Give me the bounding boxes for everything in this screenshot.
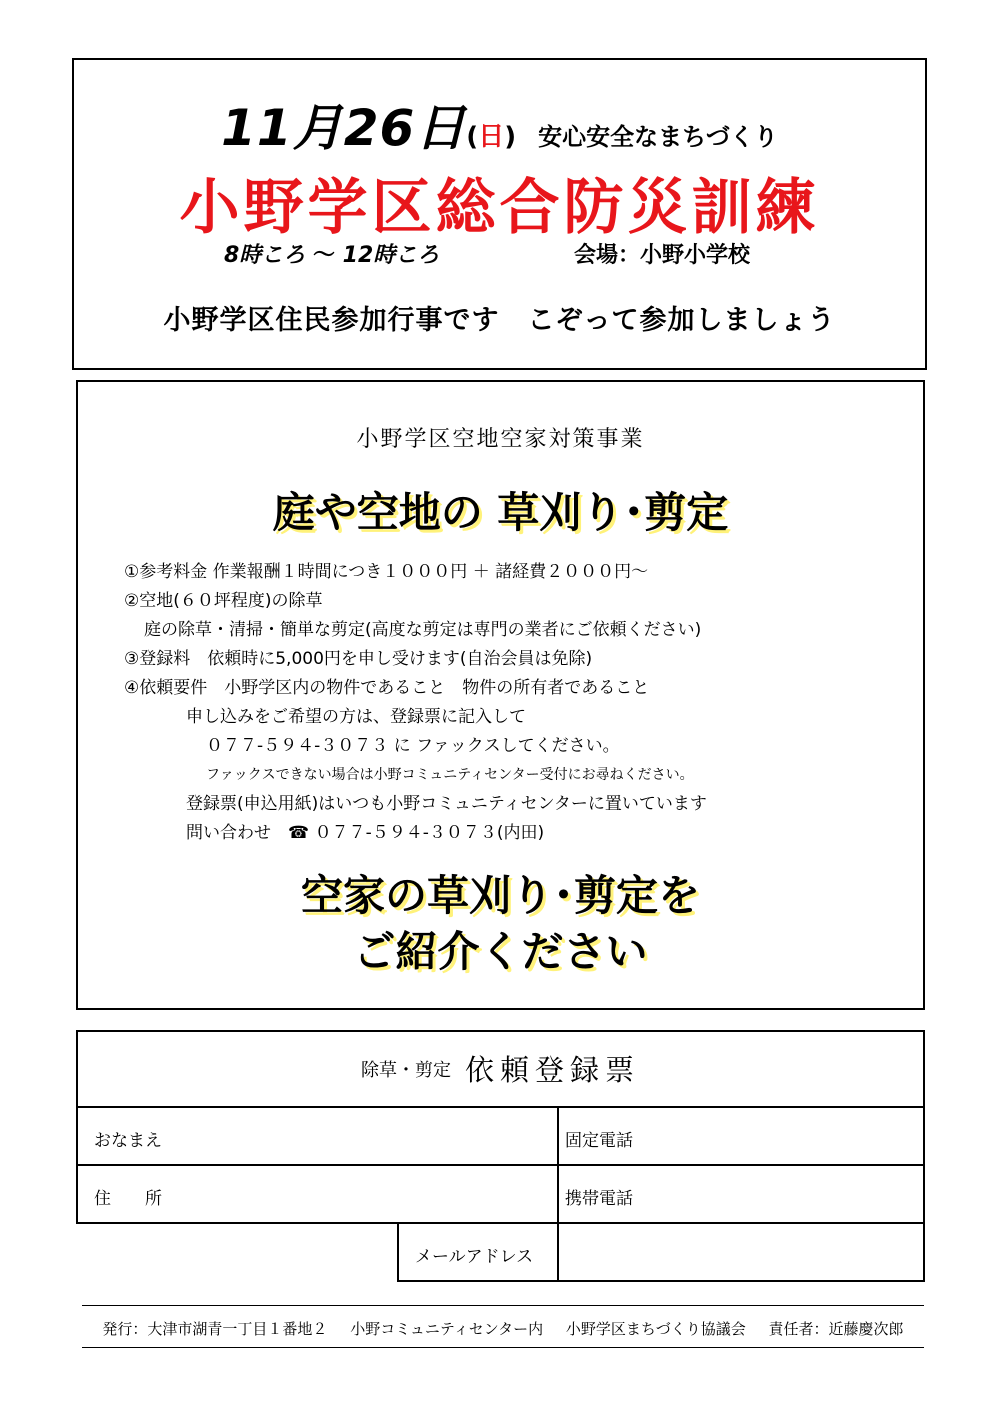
detail-garden: 庭の除草・清掃・簡単な剪定(高度な剪定は専門の業者にご依頼ください) bbox=[144, 620, 702, 640]
event-date-line bbox=[74, 88, 925, 160]
event-date: 11月26日 bbox=[221, 99, 467, 157]
event-time-start: 8時ころ bbox=[224, 243, 306, 268]
form-subtitle: 除草・剪定 bbox=[360, 1060, 451, 1081]
detail-fax: ０７７-５９４-３０７３ に ファックスしてください。 bbox=[206, 736, 620, 756]
mobile-field[interactable] bbox=[557, 1164, 925, 1224]
detail-fee: ①参考料金 作業報酬１時間につき１０００円 ＋ 諸経費２０００円～ bbox=[124, 562, 649, 582]
name-label: おなまえ bbox=[94, 1131, 162, 1151]
event-venue: 会場：小野小学校 bbox=[574, 243, 751, 268]
footer-responsible: 責任者：近藤慶次郎 bbox=[768, 1320, 904, 1338]
footer-council: 小野学区まちづくり協議会 bbox=[565, 1320, 746, 1338]
footer-top-rule bbox=[82, 1305, 924, 1306]
weekday-paren-close: ) bbox=[504, 122, 517, 152]
event-time bbox=[224, 238, 439, 269]
address-field[interactable] bbox=[76, 1164, 559, 1224]
registration-form bbox=[76, 1030, 925, 1282]
form-title-row bbox=[76, 1030, 925, 1108]
detail-vacant-land: ②空地(６０坪程度)の除草 bbox=[124, 591, 323, 611]
footer-location: 小野コミュニティセンター内 bbox=[350, 1320, 544, 1338]
event-tagline: 安心安全なまちづくり bbox=[538, 123, 778, 151]
detail-registration-fee: ③登録料 依頼時に5,000円を申し受けます(自治会員は免除) bbox=[124, 649, 593, 669]
landline-label: 固定電話 bbox=[565, 1131, 633, 1151]
address-label: 住 所 bbox=[94, 1189, 162, 1209]
project-name: 小野学区空地空家対策事業 bbox=[356, 427, 645, 452]
email-field[interactable] bbox=[557, 1222, 925, 1282]
form-title: 依頼登録票 bbox=[464, 1053, 640, 1087]
event-time-end: 12時ころ bbox=[342, 243, 440, 268]
event-title: 小野学区総合防災訓練 bbox=[179, 173, 820, 243]
mobile-label: 携帯電話 bbox=[565, 1189, 633, 1209]
weekday-paren-open: ( bbox=[466, 122, 479, 152]
detail-form-location: 登録票(申込用紙)はいつも小野コミュニティセンターに置いています bbox=[186, 794, 707, 814]
landline-field[interactable] bbox=[557, 1106, 925, 1166]
appeal-line-2: ご紹介ください bbox=[353, 927, 648, 976]
footer bbox=[82, 1318, 924, 1339]
detail-requirements: ④依頼要件 小野学区内の物件であること 物件の所有者であること bbox=[124, 678, 650, 698]
detail-contact: 問い合わせ ☎ ０７７-５９４-３０７３(内田) bbox=[186, 823, 545, 843]
project-headline: 庭や空地の 草刈り･剪定 bbox=[272, 488, 729, 537]
footer-publisher: 発行：大津市湖青一丁目１番地２ bbox=[102, 1320, 328, 1338]
event-announcement-box bbox=[72, 58, 927, 370]
email-label-cell bbox=[397, 1222, 559, 1282]
appeal-line-1: 空家の草刈り･剪定を bbox=[300, 871, 700, 920]
detail-apply: 申し込みをご希望の方は、登録票に記入して bbox=[186, 707, 526, 727]
footer-bottom-rule bbox=[82, 1347, 924, 1348]
email-label: メールアドレス bbox=[415, 1247, 534, 1267]
event-invite: 小野学区住民参加行事です こぞって参加しましょう bbox=[163, 305, 836, 336]
project-appeal bbox=[78, 868, 923, 980]
project-details-list bbox=[124, 558, 707, 848]
event-weekday: 日 bbox=[478, 122, 505, 152]
event-time-separator: ～ bbox=[312, 243, 335, 268]
project-box bbox=[76, 380, 925, 1010]
detail-fax-note: ファックスできない場合は小野コミュニティセンター受付にお尋ねください。 bbox=[206, 767, 694, 783]
name-field[interactable] bbox=[76, 1106, 559, 1166]
